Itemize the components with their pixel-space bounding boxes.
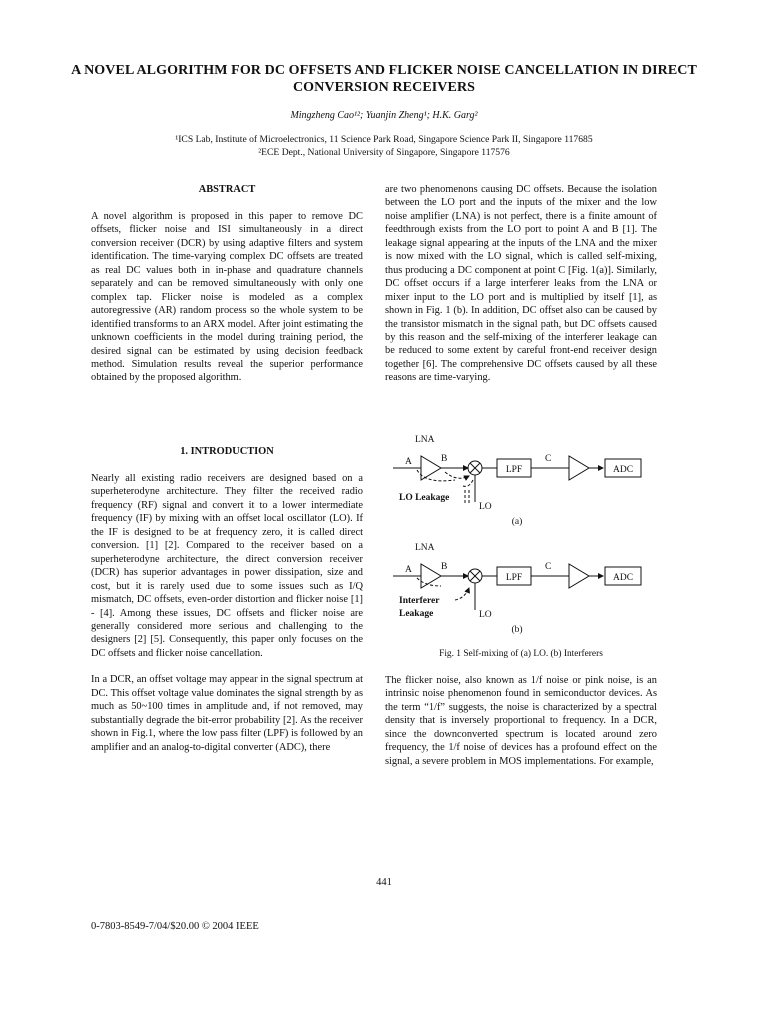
lo-label-b: LO: [479, 610, 492, 620]
node-a-label-b: A: [405, 565, 412, 575]
intro-body: [91, 472, 363, 754]
subfigure-a-label: (a): [511, 517, 523, 527]
page-number: 441: [376, 877, 392, 888]
abstract-text: A novel algorithm is proposed in this paper to remove DC offsets, flicker noise and ISI simultaneously in a direct conversion receiver (DCR) by using adaptive filters and system identification. The time-varying complex DC offsets are treated as real DC values both in in-phase and quadrature channels separately and can be removed simultaneously with only one complex tap. Flicker noise is modeled as a complex autoregressive (AR) random process so the whole system to be identified transforms to an ARX model. After joint estimating the unknown coefficients in the model during training period, the desired signal can be estimated by using decision feedback method. Simulation results reveal the superior performance obtained by the proposed algorithm.: [91, 211, 363, 384]
figure-1a-diagram: [393, 435, 641, 527]
interferer-label: Interferer: [399, 596, 440, 606]
right-paragraph-2: The flicker noise, also known as 1/f noise or pink noise, is an intrinsic noise phenomenon found in semiconductor devices. As the term “1/f” suggests, the noise is characterized by a spectral density that is inversely proportional to frequency. In a DCR, since the downconverted spectrum is located around zero frequency, the 1/f noise of devices has a profound effect on the signal, a severe problem in MOS implementations. For example,: [385, 675, 657, 767]
amplifier-b: [569, 564, 589, 588]
intro-paragraph-1: Nearly all existing radio receivers are designed based on a superheterodyne architecture. They filter the received radio frequency (RF) signal and convert it to a lower intermediate frequency (IF) by mixing with an offset local oscillator (LO). If the IF is designed to be at frequency zero, it is called direct conversion. [1] [2]. Compared to the receiver based on a superheterodyne architecture, the direct conversion receiver (DCR) has superior advantages in power dissipation, size and cost, but it is rarely used due to some issues such as I/Q mismatch, DC offsets, even-order distortion and flicker noise [1] - [4]. Among these issues, DC offsets and flicker noise are generally considered more serious and challenging to the designers [2] [5]. Consequently, this paper only focuses on the DC offsets and flicker noise cancellation.: [91, 473, 363, 659]
node-c-label-b: C: [545, 562, 552, 572]
right-column-top: [385, 183, 657, 385]
affiliation-1: ¹ICS Lab, Institute of Microelectronics, 11 Science Park Road, Singapore Science Park II, Singapore 117685: [175, 134, 593, 145]
intro-paragraph-2: In a DCR, an offset voltage may appear in the signal spectrum at DC. This offset voltage value dominates the signal strength by as much as 50~100 times in amplitude and, if not removed, may substantially degrade the bit-error probability [2]. As the receiver shown in Fig.1, where the low pass filter (LPF) is followed by an amplifier and an analog-to-digital converter (ADC), there: [91, 674, 363, 753]
affiliation-2: ²ECE Dept., National University of Singapore, Singapore 117576: [258, 147, 510, 158]
lna-label-b: LNA: [415, 543, 435, 553]
figure-1: [385, 428, 657, 643]
subfigure-b-label: (b): [511, 625, 523, 635]
lna-amplifier-a: [421, 456, 441, 480]
lpf-label-b: LPF: [505, 573, 523, 583]
adc-label-a: ADC: [612, 465, 634, 475]
lna-label-a: LNA: [415, 435, 435, 445]
node-c-label-a: C: [545, 454, 552, 464]
right-column-bottom: [385, 674, 657, 768]
adc-label-b: ADC: [612, 573, 634, 583]
affiliations: [60, 133, 708, 159]
leakage-label: Leakage: [399, 609, 434, 619]
author-list: Mingzheng Cao¹²; Yuanjin Zheng¹; H.K. Garg²: [290, 110, 478, 121]
abstract-body: [91, 210, 363, 385]
lo-label-a: LO: [479, 502, 492, 512]
node-b-label-b: B: [441, 562, 448, 572]
node-b-label-a: B: [441, 454, 448, 464]
node-a-label-a: A: [405, 457, 412, 467]
figure-caption: Fig. 1 Self-mixing of (a) LO. (b) Interferers: [439, 649, 603, 659]
right-paragraph-1: are two phenomenons causing DC offsets. Because the isolation between the LO port and the inputs of the mixer and the low noise amplifier (LNA) is not perfect, there is a finite amount of feedthrough exists from the LO port to point A and B [1]. The leakage signal appearing at the inputs of the LNA and the mixer is now mixed with the LO signal, which is called self-mixing, thus producing a DC component at point C [Fig. 1(a)]. Similarly, DC offset occurs if a large interferer leaks from the LNA or mixer input to the LO port and is multiplied by itself [1], as shown in Fig. 1 (b). In addition, DC offset also can be caused by the transistor mismatch in the signal path, but DC offsets caused by this reason and the self-mixing of the interferer leakage can be reduced to some extent by careful front-end receiver design together [6]. The comprehensive DC offsets caused by all these reasons are time-varying.: [385, 184, 657, 384]
amplifier-a: [569, 456, 589, 480]
lna-amplifier-b: [421, 564, 441, 588]
abstract-heading: ABSTRACT: [198, 184, 256, 195]
lpf-label-a: LPF: [505, 465, 523, 475]
intro-heading: 1. INTRODUCTION: [180, 446, 274, 457]
figure-1b-diagram: [393, 543, 641, 635]
copyright-footer: 0-7803-8549-7/04/$20.00 © 2004 IEEE: [91, 921, 259, 932]
paper-title: A NOVEL ALGORITHM FOR DC OFFSETS AND FLICKER NOISE CANCELLATION IN DIRECT CONVERSION RECEIVERS: [71, 63, 697, 95]
lo-leakage-label: LO Leakage: [399, 493, 450, 503]
